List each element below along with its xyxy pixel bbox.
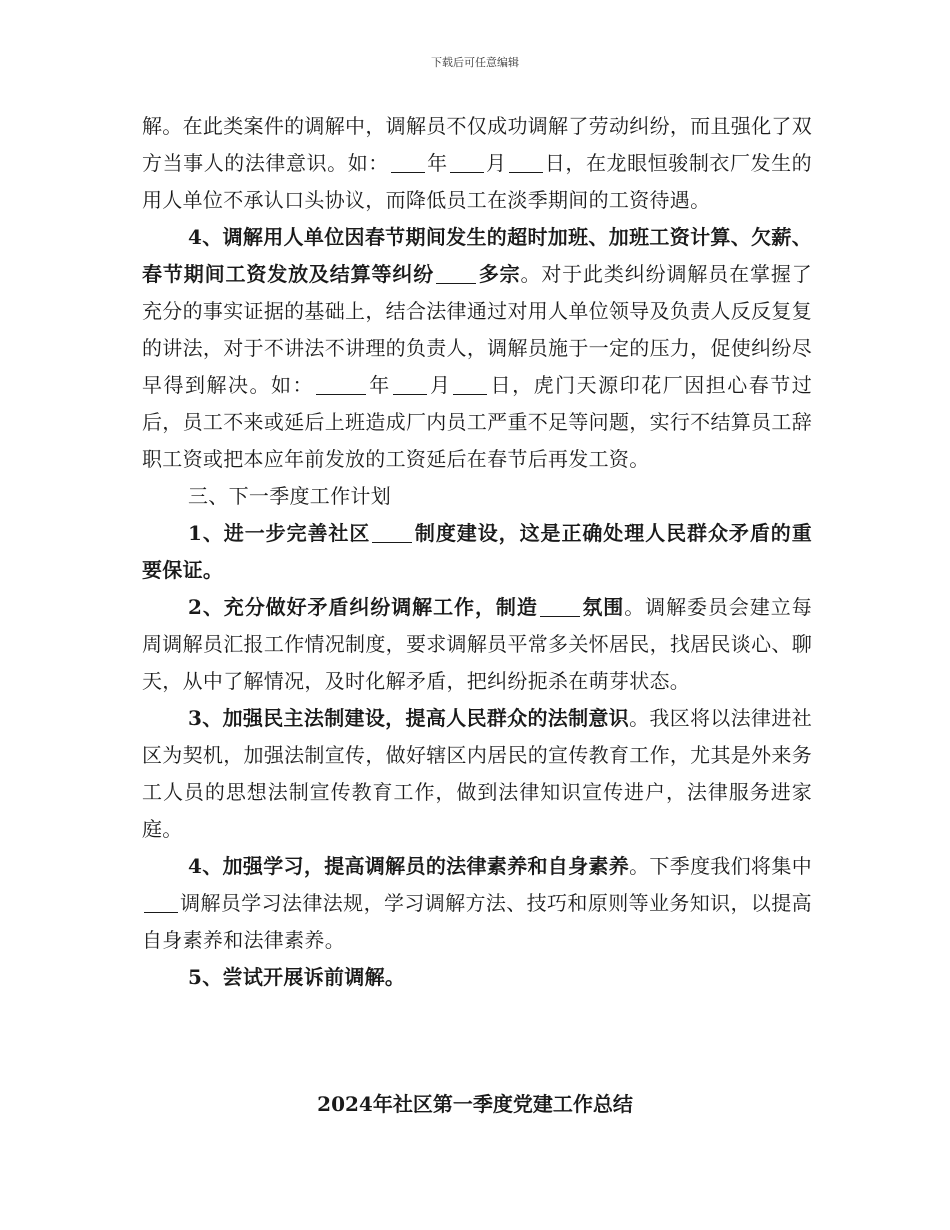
paragraph-case-example: 解。在此类案件的调解中，调解员不仅成功调解了劳动纠纷，而且强化了双方当事人的法律意识。如： 年 月 日，在龙眼恒骏制衣厂发生的用人单位不承认口头协议，而降低员工在淡季期间的工资待遇。 <box>142 114 812 212</box>
blank-field <box>453 374 487 395</box>
paragraph-item-4-holiday-disputes: 4、调解用人单位因春节期间发生的超时加班、加班工资计算、欠薪、春节期间工资发放及结算等纠纷 多宗。对于此类纠纷调解员在掌握了充分的事实证据的基础上，结合法律通过对用人单位领导及负责人反反复复的讲法，对于不讲法不讲理的负责人，调解员施于一定的压力，促使纠纷尽早得到解决。如： 年 月 日，虎门天源印花厂因担心春节过后，员工不来或延后上班造成厂内员工严重不足等问题，实行不结算员工辞职工资或把本应年前发放的工资延后在春节后再发工资。 <box>142 225 813 471</box>
next-document-title: 2024年社区第一季度党建工作总结 <box>317 1092 633 1116</box>
paragraph-plan-2: 2、充分做好矛盾纠纷调解工作，制造 氛围。调解委员会建立每周调解员汇报工作情况制度，要求调解员平常多关怀居民，找居民谈心、聊天，从中了解情况，及时化解矛盾，把纠纷扼杀在萌芽状态。 <box>142 595 812 693</box>
document-body <box>142 108 812 996</box>
blank-field <box>436 263 476 284</box>
blank-field <box>393 374 427 395</box>
paragraph-plan-4: 4、加强学习，提高调解员的法律素养和自身素养。下季度我们将集中调解员学习法律法规，学习调解方法、技巧和原则等业务知识，以提高自身素养和法律素养。 <box>142 854 813 952</box>
blank-field <box>540 596 580 617</box>
blank-field <box>391 152 425 173</box>
page-header: 下载后可任意编辑 <box>431 56 519 69</box>
paragraph-plan-5: 5、尝试开展诉前调解。 <box>188 965 406 989</box>
blank-field <box>450 152 484 173</box>
paragraph-plan-3: 3、加强民主法制建设，提高人民群众的法制意识。我区将以法律进社区为契机，加强法制宣传，做好辖区内居民的宣传教育工作，尤其是外来务工人员的思想法制宣传教育工作，做到法律知识宣传进户，法律服务进家庭。 <box>142 706 813 841</box>
blank-field <box>316 374 366 395</box>
blank-field <box>144 892 178 913</box>
blank-field <box>372 522 412 543</box>
section-heading-next-quarter-plan: 三、下一季度工作计划 <box>188 484 391 508</box>
blank-field <box>509 152 543 173</box>
paragraph-plan-1: 1、进一步完善社区 制度建设，这是正确处理人民群众矛盾的重要保证。 <box>142 521 812 582</box>
